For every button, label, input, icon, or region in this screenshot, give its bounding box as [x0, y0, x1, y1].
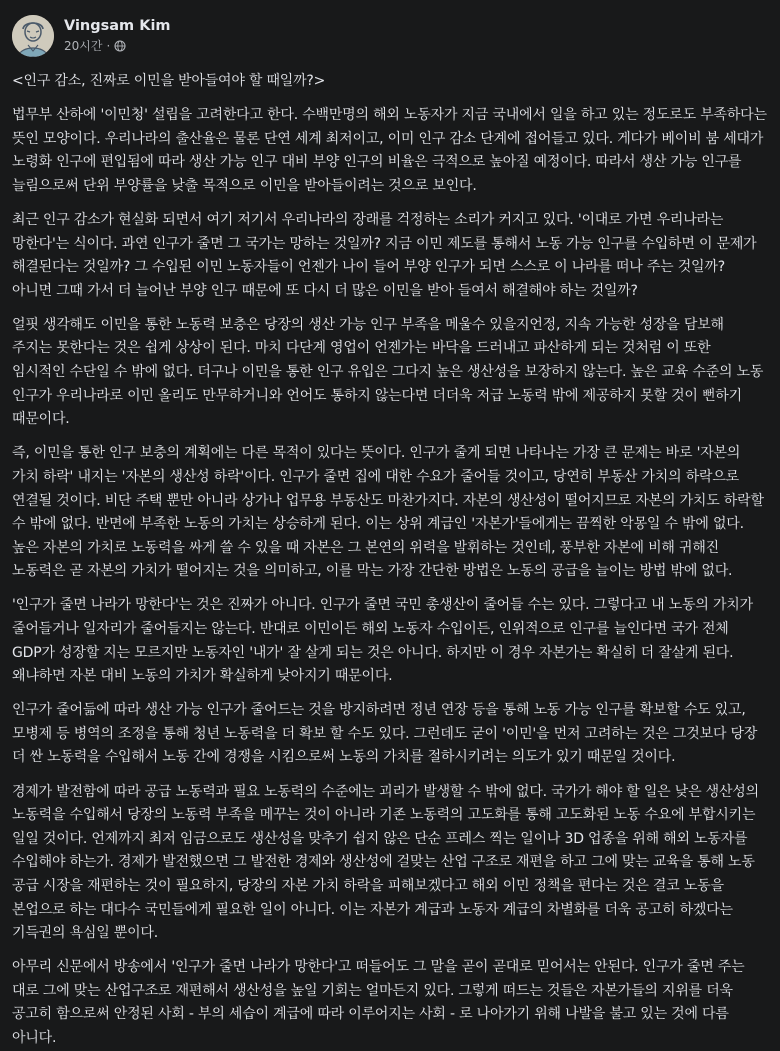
- post-timestamp[interactable]: 20시간: [64, 39, 103, 53]
- post-paragraph: 경제가 발전함에 따라 공급 노동력과 필요 노동력의 수준에는 괴리가 발생할 수 밖에 없다. 국가가 해야 할 일은 낮은 생산성의 노동력을 수입해서 당장의 노동력 부족을 메꾸는 것이 아니라 기존 노동력의 고도화를 통해 고도화된 노동 수요에 부합시키는 일일 것이다. 언제까지 최저 임금으로도 생산성을 맞추기 쉽지 않은 단순 프레스 찍는 일이나 3D 업종을 위해 해외 노동자를 수입해야 하는가. 경제가 발전했으면 그 발전한 경제와 생산성에 걸맞는 산업 구조로 재편을 하고 그에 맞는 교육을 통해 노동 공급 시장을 재편하는 것이 필요하지, 당장의 자본 가치 하락을 피해보겠다고 해외 이민 정책을 편다는 것은 결코 노동을 본업으로 하는 대다수 국민들에게 필요한 일이 아니다. 이는 자본가 계급과 노동자 계급의 차별화를 더욱 공고히 하겠다는 기득권의 욕심일 뿐이다.: [12, 783, 759, 942]
- globe-icon[interactable]: [114, 40, 126, 52]
- separator-dot: ·: [106, 39, 111, 53]
- avatar-portrait-icon: [12, 15, 54, 57]
- post-paragraph: 즉, 이민을 통한 인구 보충의 계획에는 다른 목적이 있다는 뜻이다. 인구가 줄게 되면 나타나는 가장 큰 문제는 바로 '자본의 가치 하락' 내지는 '자본의 생산성 하락'이다. 인구가 줄면 집에 대한 수요가 줄어들 것이고, 당연히 부동산 가치의 하락으로 연결될 것이다. 비단 주택 뿐만 아니라 상가나 업무용 부동산도 마찬가지다. 자본의 생산성이 떨어지므로 자본의 가치도 하락할 수 밖에 없다. 반면에 부족한 노동의 가치는 상승하게 된다. 이는 상위 계급인 '자본가'들에게는 끔찍한 악몽일 수 밖에 없다. 높은 자본의 가치로 노동력을 싸게 쓸 수 있을 때 자본은 그 본연의 위력을 발휘하는 것인데, 풍부한 자본에 비해 귀해진 노동력은 곧 자본의 가치가 떨어지는 것을 의미하고, 이를 막는 가장 간단한 방법은 노동의 공급을 늘이는 방법 밖에 없다.: [12, 445, 764, 580]
- post-paragraph: 최근 인구 감소가 현실화 되면서 여기 저기서 우리나라의 장래를 걱정하는 소리가 커지고 있다. '이대로 가면 우리나라는 망한다'는 식이다. 과연 인구가 줄면 그 국가는 망하는 것일까? 지금 이민 제도를 통해서 노동 가능 인구를 수입하면 이 문제가 해결된다는 것일까? 그 수입된 이민 노동자들이 언젠가 나이 들어 부양 인구가 되면 스스로 이 나라를 떠나 주는 것일까? 아니면 그때 가서 더 늘어난 부양 인구 때문에 또 다시 더 많은 이민을 받아 들여서 해결해야 하는 것일까?: [12, 211, 757, 299]
- post-meta: [64, 17, 171, 55]
- post-title: <인구 감소, 진짜로 이민을 받아들여야 할 때일까?>: [12, 73, 326, 89]
- post-paragraph: 얼핏 생각해도 이민을 통한 노동력 보충은 당장의 생산 가능 인구 부족을 메울수 있을지언정, 지속 가능한 성장을 담보해 주지는 못한다는 것은 쉽게 상상이 된다. 마치 다단계 영업이 언젠가는 바닥을 드러내고 파산하게 되는 것처럼 이 또한 임시적인 수단일 수 밖에 없다. 더구나 이민을 통한 인구 유입은 그다지 높은 생산성을 보장하지 않는다. 높은 교육 수준의 노동 인구가 우리나라로 이민 올리도 만무하거니와 언어도 통하지 않는다면 더더욱 저급 노동력 밖에 제공하지 못할 것이 뻔하기 때문이다.: [12, 316, 764, 428]
- post-paragraph: 법무부 산하에 '이민청' 설립을 고려한다고 한다. 수백만명의 해외 노동자가 지금 국내에서 일을 하고 있는 정도로도 부족하다는 뜻인 모양이다. 우리나라의 출산율은 물론 단연 세계 최저이고, 이미 인구 감소 단계에 접어들고 있다. 게다가 베이비 붐 세대가 노령화 인구에 편입됨에 따라 생산 가능 인구 대비 부양 인구의 비율은 극적으로 높아질 예정이다. 따라서 생산 가능 인구를 늘림으로써 단위 부양률을 낮출 목적으로 이민을 받아들이려는 것으로 보인다.: [12, 107, 767, 194]
- post-subline: [64, 37, 171, 55]
- post-paragraph: 인구가 줄어듦에 따라 생산 가능 인구가 줄어드는 것을 방지하려면 정년 연장 등을 통해 노동 가능 인구를 확보할 수도 있고, 모병제 등 병역의 조정을 통해 청년 노동력을 더 확보 할 수도 있다. 그런데도 굳이 '이민'을 먼저 고려하는 것은 그것보다 당장 더 싼 노동력을 수입해서 노동 간에 경쟁을 시킴으로써 노동의 가치를 절하시키려는 의도가 있기 때문일 것이다.: [12, 702, 758, 766]
- author-name[interactable]: Vingsam Kim: [64, 18, 171, 34]
- post-paragraph: '인구가 줄면 나라가 망한다'는 것은 진짜가 아니다. 인구가 줄면 국민 총생산이 줄어들 수는 있다. 그렇다고 내 노동의 가치가 줄어들거나 일자리가 줄어들지는 않는다. 반대로 이민이든 해외 노동자 수입이든, 인위적으로 인구를 늘인다면 국가 전체 GDP가 성장할 지는 모르지만 노동자인 '내가' 잘 살게 되는 것은 아니다. 하지만 이 경우 자본가는 확실히 더 잘살게 된다. 왜냐하면 자본 대비 노동의 가치가 확실하게 낮아지기 때문이다.: [12, 597, 753, 685]
- post-body: [12, 70, 768, 1051]
- author-avatar[interactable]: [12, 15, 54, 57]
- post-header: [12, 12, 768, 60]
- post-paragraph: 아무리 신문에서 방송에서 '인구가 줄면 나라가 망한다'고 떠들어도 그 말을 곧이 곧대로 믿어서는 안된다. 인구가 줄면 주는 대로 그에 맞는 산업구조로 재편해서 생산성을 높일 기회는 얼마든지 있다. 그렇게 떠드는 것들은 자본가들의 지위를 더욱 공고히 함으로써 안정된 사회 - 부의 세습이 계급에 따라 이루어지는 사회 - 로 나아가기 위해 나발을 불고 있는 것에 다름 아니다.: [12, 959, 745, 1046]
